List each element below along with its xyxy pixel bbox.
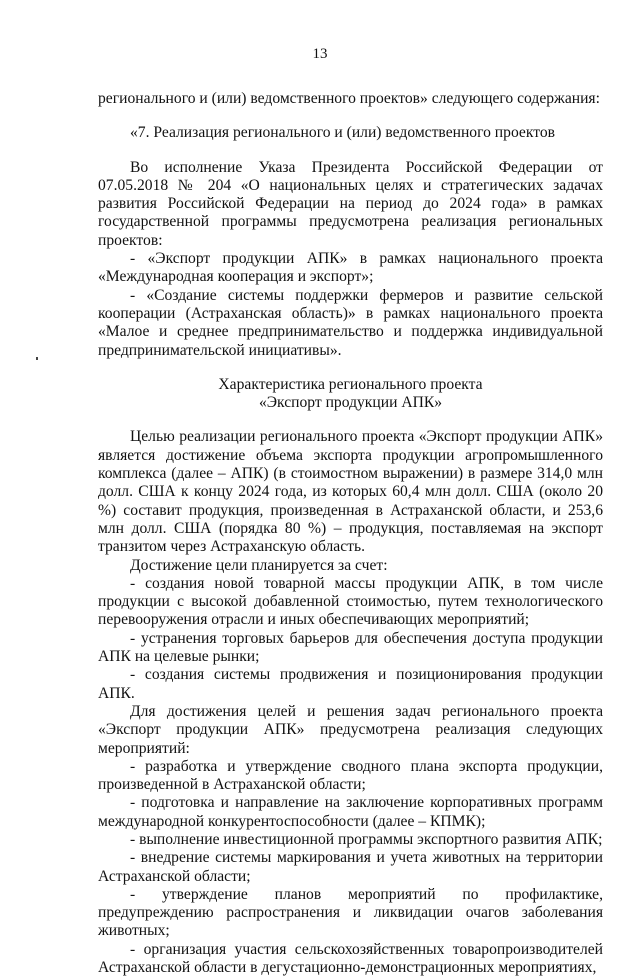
list-item-export-plan: - разработка и утверждение сводного плана экспорта продукции, произведенной в Астраханской области; xyxy=(98,757,603,794)
paragraph-achievement: Достижение цели планируется за счет: xyxy=(130,556,388,574)
list-item-promotion: - создания системы продвижения и позиционирования продукции АПК. xyxy=(98,666,603,702)
project-item-export: - «Экспорт продукции АПК» в рамках национального проекта «Международная кооперация и экспорт»; xyxy=(98,250,603,286)
project-title-line2: «Экспорт продукции АПК» xyxy=(258,394,443,412)
page-number: 13 xyxy=(312,46,328,62)
scan-mark xyxy=(36,357,38,360)
list-item-barriers: - устранения торговых барьеров для обеспечения доступа продукции АПК на целевые рынки; xyxy=(98,629,603,666)
list-item-kpmk: - подготовка и направление на заключение корпоративных программ международной конкурентоспособности (далее – КПМК); xyxy=(98,794,603,830)
paragraph-measures: Для достижения целей и решения задач регионального проекта «Экспорт продукции АПК» предусмотрена реализация следующих мероприятий: xyxy=(98,702,603,757)
paragraph-goal: Целью реализации регионального проекта «Экспорт продукции АПК» является достижение объема экспорта продукции агропромышленного комплекса (далее – АПК) (в стоимостном выражении) в размере 314,0 млн долл. США к концу 2024 года, из которых 60,4 млн долл. США (около 20 %) составит продукция, произведенная в Астраханской области, и 253,6 млн долл. США (порядка 80 %) – продукция, поставляемая на экспорт транзитом через Астраханскую область. xyxy=(98,428,603,556)
list-item-prevention: - утверждение планов мероприятий по профилактике, предупреждению распространения и ликвидации очагов заболевания животных; xyxy=(98,885,603,940)
section-heading: «7. Реализация регионального и (или) ведомственного проектов xyxy=(130,124,555,142)
list-item-marking: - внедрение системы маркирования и учета животных на территории Астраханской области; xyxy=(98,849,603,885)
document-body xyxy=(98,90,603,977)
project-title-line1: Характеристика регионального проекта xyxy=(218,375,483,393)
project-item-farmers: - «Создание системы поддержки фермеров и развитие сельской кооперации (Астраханская область)» в рамках национального проекта «Малое и среднее предпринимательство и поддержка индивидуальной предпринимательской инициативы». xyxy=(98,286,603,359)
intro-line: регионального и (или) ведомственного проектов» следующего содержания: xyxy=(98,90,600,107)
list-item-tasting: - организация участия сельскохозяйственных товаропроизводителей Астраханской области в дегустационно-демонстрационных мероприятиях, xyxy=(98,940,603,977)
list-item-investment: - выполнение инвестиционной программы экспортного развития АПК; xyxy=(130,830,603,848)
list-item-new-products: - создания новой товарной массы продукции АПК, в том числе продукции с высокой добавленной стоимостью, путем технологического перевооружения отрасли и иных обеспечивающих мероприятий; xyxy=(98,574,603,629)
paragraph-decree: Во исполнение Указа Президента Российской Федерации от 07.05.2018 № 204 «О национальных целях и стратегических задачах развития Российской Федерации на период до 2024 года» в рамках государственной программы предусмотрена реализация региональных проектов: xyxy=(98,158,603,249)
